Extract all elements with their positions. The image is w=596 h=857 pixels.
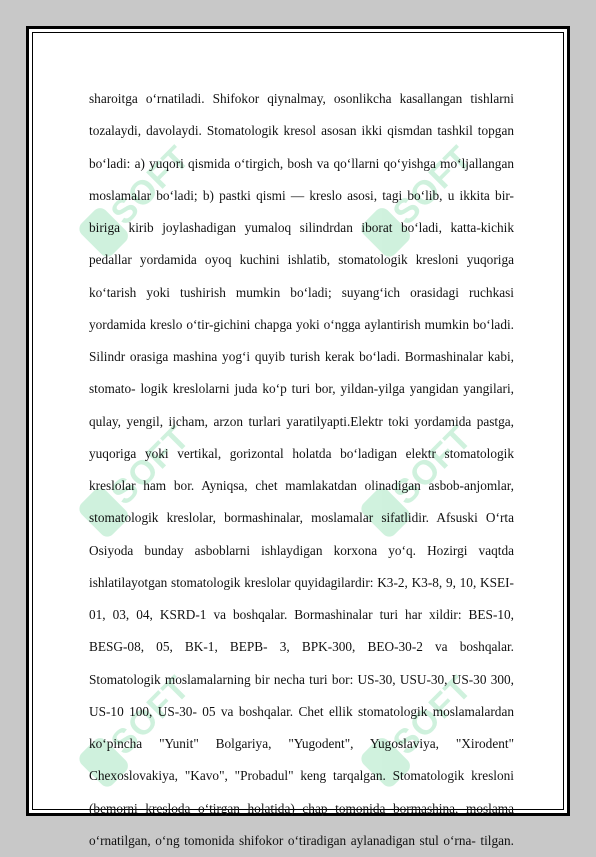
watermark-text: SOFT [103, 418, 198, 513]
document-page [26, 26, 570, 848]
watermark-text: SOFT [385, 668, 480, 763]
watermark-text: SOFT [103, 138, 198, 233]
watermark-text: SOFT [385, 138, 480, 233]
watermark-text: SOFT [385, 418, 480, 513]
watermark-text: SOFT [103, 668, 198, 763]
body-paragraph: sharoitga o‘rnatiladi. Shifokor qiynalmay, osonlikcha kasallangan tishlarni tozalaydi, davolaydi. Stomatologik kresol asosan ikki qismdan tashkil topgan bo‘ladi: a) yuqori qismida o‘tirgich, bosh va qo‘llarni qo‘yishga mo‘ljallangan moslamalar bo‘ladi; b) pastki qismi — kreslo asosi, tagi bo‘lib, u ikkita bir-biriga kirib joylashadigan yumaloq silindrdan iborat bo‘ladi, katta-kichik pedallar yordamida oyoq kuchini ishlatib, stomatologik kresloni yuqoriga ko‘tarish yoki tushirish mumkin bo‘ladi; suyang‘ich orasidagi ruchkasi yordamida kreslo o‘tir-gichini chapga yoki o‘ngga aylantirish mumkin bo‘ladi. Silindr orasiga mashina yog‘i quyib turish kerak bo‘ladi. Bormashinalar kabi, stomato- logik kreslolarni juda ko‘p turi bor, yildan-yilga yangidan yangilari, qulay, yengil, ijcham, arzon turlari yaratilyapti.Elektr toki yordamida pastga, yuqoriga yoki vertikal, gorizontal holatda bo‘ladigan elektr stomatologik kreslolar ham bor. Ayniqsa, chet mamlakatdan olinadigan asbob-anjomlar, stomatologik kreslolar, bormashinalar, moslamalar sifatlidir. Afsuski O‘rta Osiyoda bunday asboblarni ishlaydigan korxona yo‘q. Hozirgi vaqtda ishlatilayotgan stomatologik kreslolar quyidagilardir: K3-2, K3-8, 9, 10, KSEI-01, 03, 04, KSRD-1 va boshqalar. Bormashinalar turi har xildir: BES-10, BESG-08, 05, BK-1, BEPB- 3, BPK-300, BEO-30-2 va boshqalar. Stomatologik moslamalarning bir necha turi bor: US-30, USU-30, US-30 300, US-10 100, US-30- 05 va boshqalar. Chet ellik stomatologik moslamalardan ko‘pincha "Yunit" Bolgariya, "Yugodent", Yugoslaviya, "Xirodent" Chexoslovakiya, "Kavo", "Probadul" keng tarqalgan. Stomatologik kresloni (bemorni kresloda o‘tirgan holatida) chap tomonida bormashina, moslama o‘rnatilgan, o‘ng tomonida shifokor o‘tiradigan aylanadigan stul o‘rna- tilgan. [89, 91, 514, 848]
